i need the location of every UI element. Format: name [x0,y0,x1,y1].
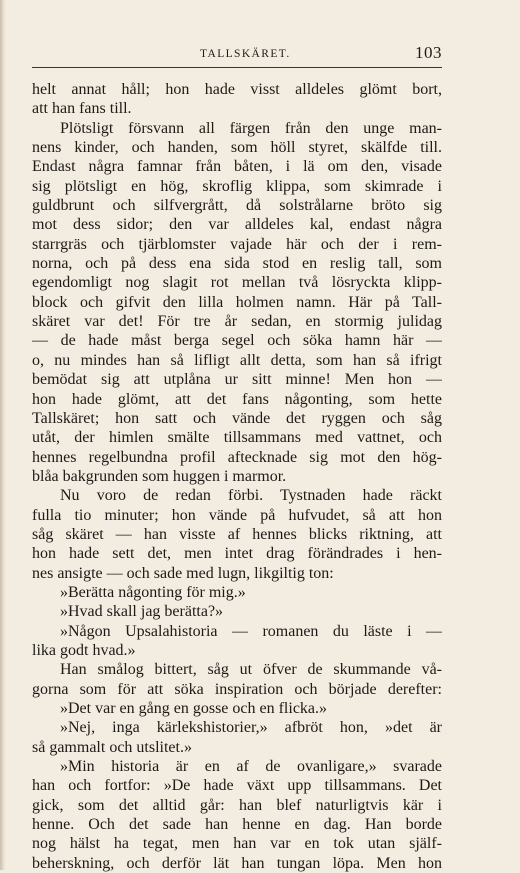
text-line: norna, och på dess ena sida stod en reslig tall, som [32,255,442,273]
text-line: — de hade måst berga segel och söka hamn här — [32,332,442,350]
text-line: fulla tio minuter; hon vände på hufvudet, så att hon [32,506,442,524]
text-line: gorna som för att söka inspiration och började derefter: [32,680,442,698]
page-edge [0,0,6,870]
text-line: bemödat sig att utplåna ur sitt minne! Men hon — [32,371,442,389]
text-line: egendomligt nog slagit rot mellan två lösryckta klipp- [32,274,442,292]
page-number: 103 [415,43,442,62]
text-line: guldbrunt och silfvergrått, då solstrålarne bröto sig [32,197,442,215]
text-line: »Berätta någonting för mig.» [60,583,246,601]
text-line: Plötsligt försvann all färgen från den unge man- [60,119,442,137]
text-line: »Någon Upsalahistoria — romanen du läste i — [60,622,442,640]
running-title: TALLSKÄRET. [200,48,291,60]
text-line: mot dess sidor; den var alldeles kal, endast några [32,216,442,234]
text-line: nens kinder, och handen, som höll styret, skälfde till. [32,139,442,157]
text-line: »Hvad skall jag berätta?» [60,603,224,621]
text-line: block och gifvit den lilla holmen namn. Här på Tall- [32,293,442,311]
text-line: att han fans till. [32,100,132,118]
text-line: o, nu mindes han så lifligt allt detta, som han så ifrigt [32,351,442,369]
text-line: »Det var en gång en gosse och en flicka.» [60,700,328,717]
text-line: Nu voro de redan förbi. Tystnaden hade räckt [60,487,442,505]
text-line: helt annat håll; hon hade visst alldeles glömt bort, [32,81,442,98]
text-line: hennes regelbundna profil aftecknade sig mot den hög- [32,448,442,466]
text-line: nes ansigte — och sade med lugn, likgiltig ton: [32,564,334,582]
text-line: såg skäret — han visste af hennes blicks riktning, att [32,525,442,543]
text-line: »Nej, inga kärlekshistorier,» afbröt hon, »det är [60,719,442,737]
text-line: Han smålog bittert, såg ut öfver de skummande vå- [60,661,442,679]
text-line: Tallskäret; hon satt och vände det ryggen och såg [32,409,442,427]
page-header [32,43,442,66]
text-line: Endast några famnar från båten, i lä om den, visade [32,158,442,176]
text-line: han och fortfor: »De hade växt upp tillsammans. Det [32,777,442,795]
text-line: nog hälst ha tegat, men han var en tok utan själf- [32,835,442,853]
text-line: skäret var det! För tre år sedan, en stormig julidag [32,313,442,331]
text-line: »Min historia är en af de ovanligare,» svarade [60,758,442,776]
text-line: så gammalt och utslitet.» [32,738,192,756]
text-line: henne. Och det sade han henne en dag. Han borde [32,816,442,834]
text-line: sig plötsligt en hög, skroflig klippa, som skimrade i [32,177,442,195]
text-line: hon hade glömt, att det fans någonting, som hette [32,390,442,408]
text-line: utåt, der himlen smälte tillsammans med vattnet, och [32,429,442,447]
body-text [32,80,442,873]
header-rule [32,67,442,68]
text-line: hon hade sett det, men intet drag förändrades i hen- [32,545,442,563]
text-line: beherskning, och derför lät han tungan löpa. Men hon [32,854,442,872]
text-line: starrgräs och tjärblomster vajade här och der i rem- [32,235,442,253]
text-line: lika godt hvad.» [32,641,136,659]
text-line: blåa bakgrunden som huggen i marmor. [32,467,287,485]
text-line: gick, som det alltid går: han blef naturligtvis kär i [32,796,442,814]
